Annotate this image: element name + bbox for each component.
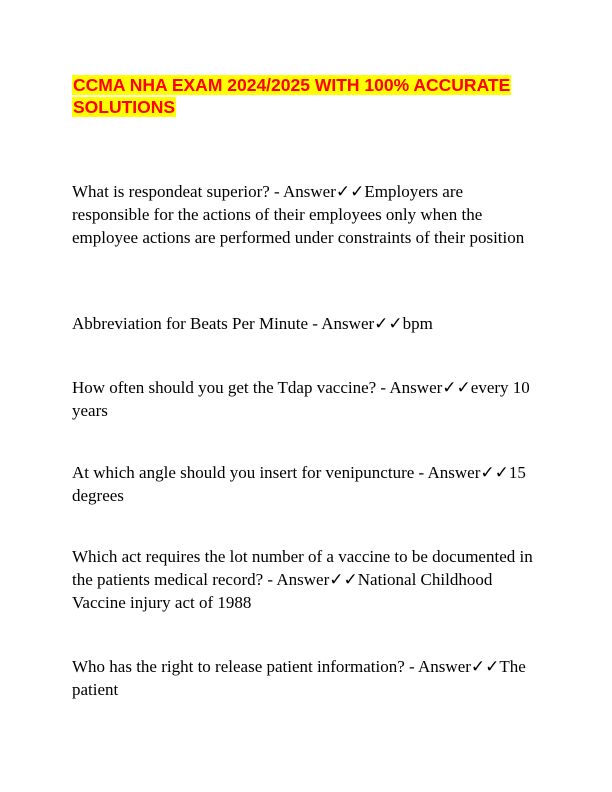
qa-item — [72, 376, 542, 422]
qa-item — [72, 545, 542, 614]
qa-item — [72, 180, 542, 249]
check-icon: ✓✓ — [335, 182, 365, 201]
title-highlight: CCMA NHA EXAM 2024/2025 WITH 100% ACCURATE SOLUTIONS — [73, 75, 511, 117]
question-text: What is respondeat superior? - Answer — [72, 182, 336, 201]
check-icon: ✓✓ — [329, 570, 358, 589]
document-title — [72, 74, 542, 118]
question-text: Which act requires the lot number of a vaccine to be documented in the patients medical record? - Answer — [72, 547, 533, 589]
answer-text: every 10 years — [72, 378, 530, 420]
qa-item — [72, 655, 542, 701]
answer-text: Employers are responsible for the actions of their employees only when the employee actions are performed under constraints of their position — [72, 182, 525, 247]
check-icon: ✓✓ — [374, 314, 403, 333]
question-text: At which angle should you insert for venipuncture - Answer — [72, 463, 481, 482]
qa-item — [72, 461, 542, 507]
check-icon: ✓✓ — [442, 378, 471, 397]
question-text: Abbreviation for Beats Per Minute - Answer — [72, 314, 375, 333]
qa-item — [72, 312, 542, 335]
answer-text: National Childhood Vaccine injury act of 1988 — [72, 570, 493, 612]
answer-text: 15 degrees — [72, 463, 526, 505]
check-icon: ✓✓ — [480, 463, 509, 482]
answer-text: The patient — [72, 657, 526, 699]
answer-text: bpm — [402, 314, 433, 333]
check-icon: ✓✓ — [470, 657, 500, 676]
question-text: Who has the right to release patient information? - Answer — [72, 657, 471, 676]
question-text: How often should you get the Tdap vaccine? - Answer — [72, 378, 443, 397]
